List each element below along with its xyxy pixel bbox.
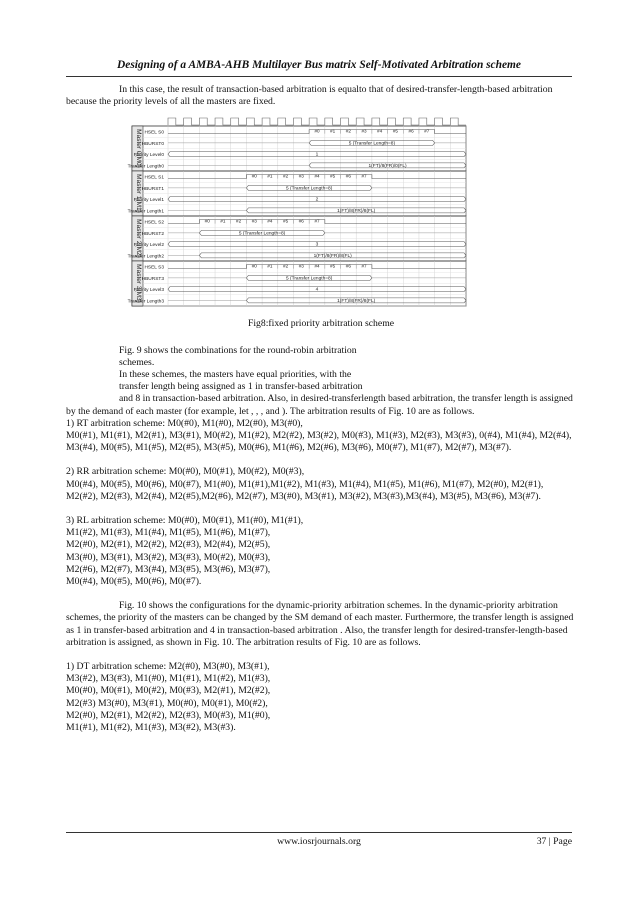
bus-value-label: 1(FT)/8(FR)/8(FL) (337, 299, 376, 305)
rl-line-2: M2(#0), M2(#1), M2(#2), M2(#3), M2(#4), M2(#5), (66, 539, 271, 551)
page-number: 37 | Page (536, 836, 572, 847)
rl-line-4: M2(#6), M2(#7), M3(#4), M3(#5), M3(#6), M3(#7), (66, 563, 271, 575)
dt-heading: 1) DT arbitration scheme: M2(#0), M3(#0), M3(#1), (66, 661, 270, 673)
page-body (66, 84, 576, 734)
rt-body: M0(#1), M1(#1), M2(#1), M3(#1), M0(#2), M1(#2), M2(#2), M3(#2), M0(#3), M1(#3), M2(#3), M3(#3), 0(#4), M1(#4), M2(#4), M3(#4), M0(#5), M1(#5), M2(#5), M3(#5), M0(#6), M1(#6), M2(#6), M3(#6), M0(#7), M1(#7), M2(#7), M3(#7). (66, 430, 572, 454)
beat-label: #4 (314, 174, 320, 180)
master-group-label: Master 2(M2) (135, 219, 142, 259)
signal-name: Transfer Length1 (127, 209, 164, 215)
beat-label: #4 (267, 219, 273, 225)
bus-value-label: 5 (Transfer Length=8) (348, 141, 396, 147)
signal-name: Priority Level3 (133, 288, 164, 294)
signal-name: HBURST0 (141, 142, 164, 148)
dt-line-2: M0(#0), M0(#1), M0(#2), M0(#3), M2(#1), M2(#2), (66, 685, 271, 697)
signal-name: HBURST2 (141, 232, 164, 238)
timing-diagram-svg (66, 110, 576, 310)
beat-label: #4 (377, 129, 383, 135)
running-header: Designing of a AMBA-AHB Multilayer Bus matrix Self-Motivated Arbitration scheme (117, 59, 521, 71)
rr-body: M0(#4), M0(#5), M0(#6), M0(#7), M1(#0), M1(#1),M1(#2), M1(#3), M1(#4), M1(#5), M1(#6), M1(#7), M2(#0), M2(#1), M2(#2), M2(#3), M2(#4), M2(#5),M2(#6), M2(#7), M3(#0), M3(#1), M3(#2), M3(#3),M3(#4), M3(#5), M3(#6), M3(#7). (66, 478, 544, 502)
beat-label: #7 (361, 174, 367, 180)
beat-label: #0 (251, 174, 257, 180)
beat-label: #5 (283, 219, 289, 225)
beat-label: #0 (204, 219, 210, 225)
fig10-paragraph: Fig. 10 shows the configurations for the dynamic-priority arbitration schemes. In the dynamic-priority arbitration schemes, the priority of the masters can be changed by the SM demand of each master. Furthermore, the transfer length is assigned as 1 in transfer-based arbitration and 4 in transaction-based arbitration . Also, the transfer length for desired-transfer-length-based arbitration is assigned, as shown in Fig. 10. The arbitration results of Fig. 10 are as follows. (66, 600, 574, 648)
master-group-label: Master 0(M0) (135, 129, 142, 169)
beat-label: #0 (251, 264, 257, 270)
rt-heading: 1) RT arbitration scheme: M0(#0), M1(#0), M2(#0), M3(#0), (66, 417, 303, 429)
bus-value-label: 5 (Transfer Length=8) (238, 231, 286, 237)
signal-name: Priority Level2 (133, 243, 164, 249)
master-group-label: Master 3(M3) (135, 264, 142, 304)
beat-label: #4 (314, 264, 320, 270)
bus-value-label: 1(FT)/8(FR)/8(FL) (313, 254, 352, 260)
signal-name: Priority Level0 (133, 153, 164, 159)
beat-label: #6 (298, 219, 304, 225)
fig9-line-3: In these schemes, the masters have equal priorities, with the (119, 369, 352, 381)
rr-heading: 2) RR arbitration scheme: M0(#0), M0(#1), M0(#2), M0(#3), (66, 466, 305, 478)
bus-value-label: 5 (Transfer Length=8) (285, 276, 333, 282)
beat-label: #1 (220, 219, 226, 225)
journal-url[interactable]: www.iosrjournals.org (277, 836, 361, 847)
beat-label: #3 (361, 129, 367, 135)
signal-name: HSEL S3 (144, 266, 164, 272)
beat-label: #5 (330, 264, 336, 270)
signal-name: HBURST3 (141, 277, 164, 283)
beat-label: #3 (251, 219, 257, 225)
bus-value-label: 3 (315, 243, 319, 249)
beat-label: #6 (345, 174, 351, 180)
beat-label: #1 (267, 264, 273, 270)
beat-label: #2 (283, 264, 289, 270)
beat-label: #7 (314, 219, 320, 225)
signal-name: Transfer Length2 (127, 254, 164, 260)
rl-line-5: M0(#4), M0(#5), M0(#6), M0(#7). (66, 576, 202, 588)
master-group-label: Master 1(M1) (135, 174, 142, 214)
beat-label: #6 (345, 264, 351, 270)
intro-paragraph: In this case, the result of transaction-based arbitration is equalto that of desired-transfer-length-based arbitration because the priority levels of all the masters are fixed. (66, 84, 553, 108)
fig9-line-4: transfer length being assigned as 1 in transfer-based arbitration (119, 381, 363, 393)
bus-value-label: 1(FT)/8(FR)/8(FL) (337, 209, 376, 215)
beat-label: #5 (330, 174, 336, 180)
beat-label: #2 (236, 219, 242, 225)
signal-name: HSEL S1 (144, 176, 164, 182)
beat-label: #3 (298, 174, 304, 180)
beat-label: #2 (345, 129, 351, 135)
beat-label: #1 (330, 129, 336, 135)
fig9-line-1: Fig. 9 shows the combinations for the round-robin arbitration (119, 344, 357, 356)
bus-value-label: 2 (315, 198, 319, 204)
figure-8-timing-diagram (66, 110, 576, 310)
dt-line-3: M2(#3) M3(#0), M3(#1), M0(#0), M0(#1), M0(#2), (66, 697, 268, 709)
beat-label: #0 (314, 129, 320, 135)
rl-line-3: M3(#0), M3(#1), M3(#2), M3(#3), M0(#2), M0(#3), (66, 551, 271, 563)
signal-name: HSEL S0 (144, 131, 164, 137)
beat-label: #1 (267, 174, 273, 180)
dt-line-1: M3(#2), M3(#3), M1(#0), M1(#1), M1(#2), M1(#3), (66, 673, 271, 685)
bus-value-label: 5 (Transfer Length=8) (285, 186, 333, 192)
beat-label: #6 (408, 129, 414, 135)
bus-value-label: 1(FT)/8(FR)/0(FL) (368, 164, 407, 170)
rl-line-1: M1(#2), M1(#3), M1(#4), M1(#5), M1(#6), M1(#7), (66, 527, 271, 539)
beat-label: #2 (283, 174, 289, 180)
dt-line-5: M1(#1), M1(#2), M1(#3), M3(#2), M3(#3). (66, 722, 236, 734)
rl-heading: 3) RL arbitration scheme: M0(#0), M0(#1), M1(#0), M1(#1), (66, 515, 304, 527)
fig9-line-2: schemes. (119, 356, 155, 368)
signal-name: Priority Level1 (133, 198, 164, 204)
signal-name: Transfer Length3 (127, 299, 164, 305)
signal-name: Transfer Length0 (127, 164, 164, 170)
dt-line-4: M2(#0), M2(#1), M2(#2), M2(#3), M0(#3), M1(#0), (66, 709, 271, 721)
beat-label: #3 (298, 264, 304, 270)
bus-value-label: 1 (315, 153, 319, 159)
clock-waveform (168, 118, 466, 125)
beat-label: #5 (392, 129, 398, 135)
beat-label: #7 (424, 129, 430, 135)
figure-8-caption: Fig8:fixed priority arbitration scheme (247, 318, 395, 330)
signal-name: HSEL S2 (144, 221, 164, 227)
footer-rule (66, 832, 572, 833)
signal-name: HBURST1 (141, 187, 164, 193)
fig9-lines (66, 345, 576, 394)
fig9-paragraph: and 8 in transaction-based arbitration. Also, in desired-transferlength based arbitration, the transfer length is assigned by the demand of each master (for example, let , , , and ). The arbitration results of Fig. 10 are as follows. (66, 393, 573, 417)
beat-label: #7 (361, 264, 367, 270)
bus-value-label: 4 (315, 288, 319, 294)
header-rule (66, 76, 572, 77)
